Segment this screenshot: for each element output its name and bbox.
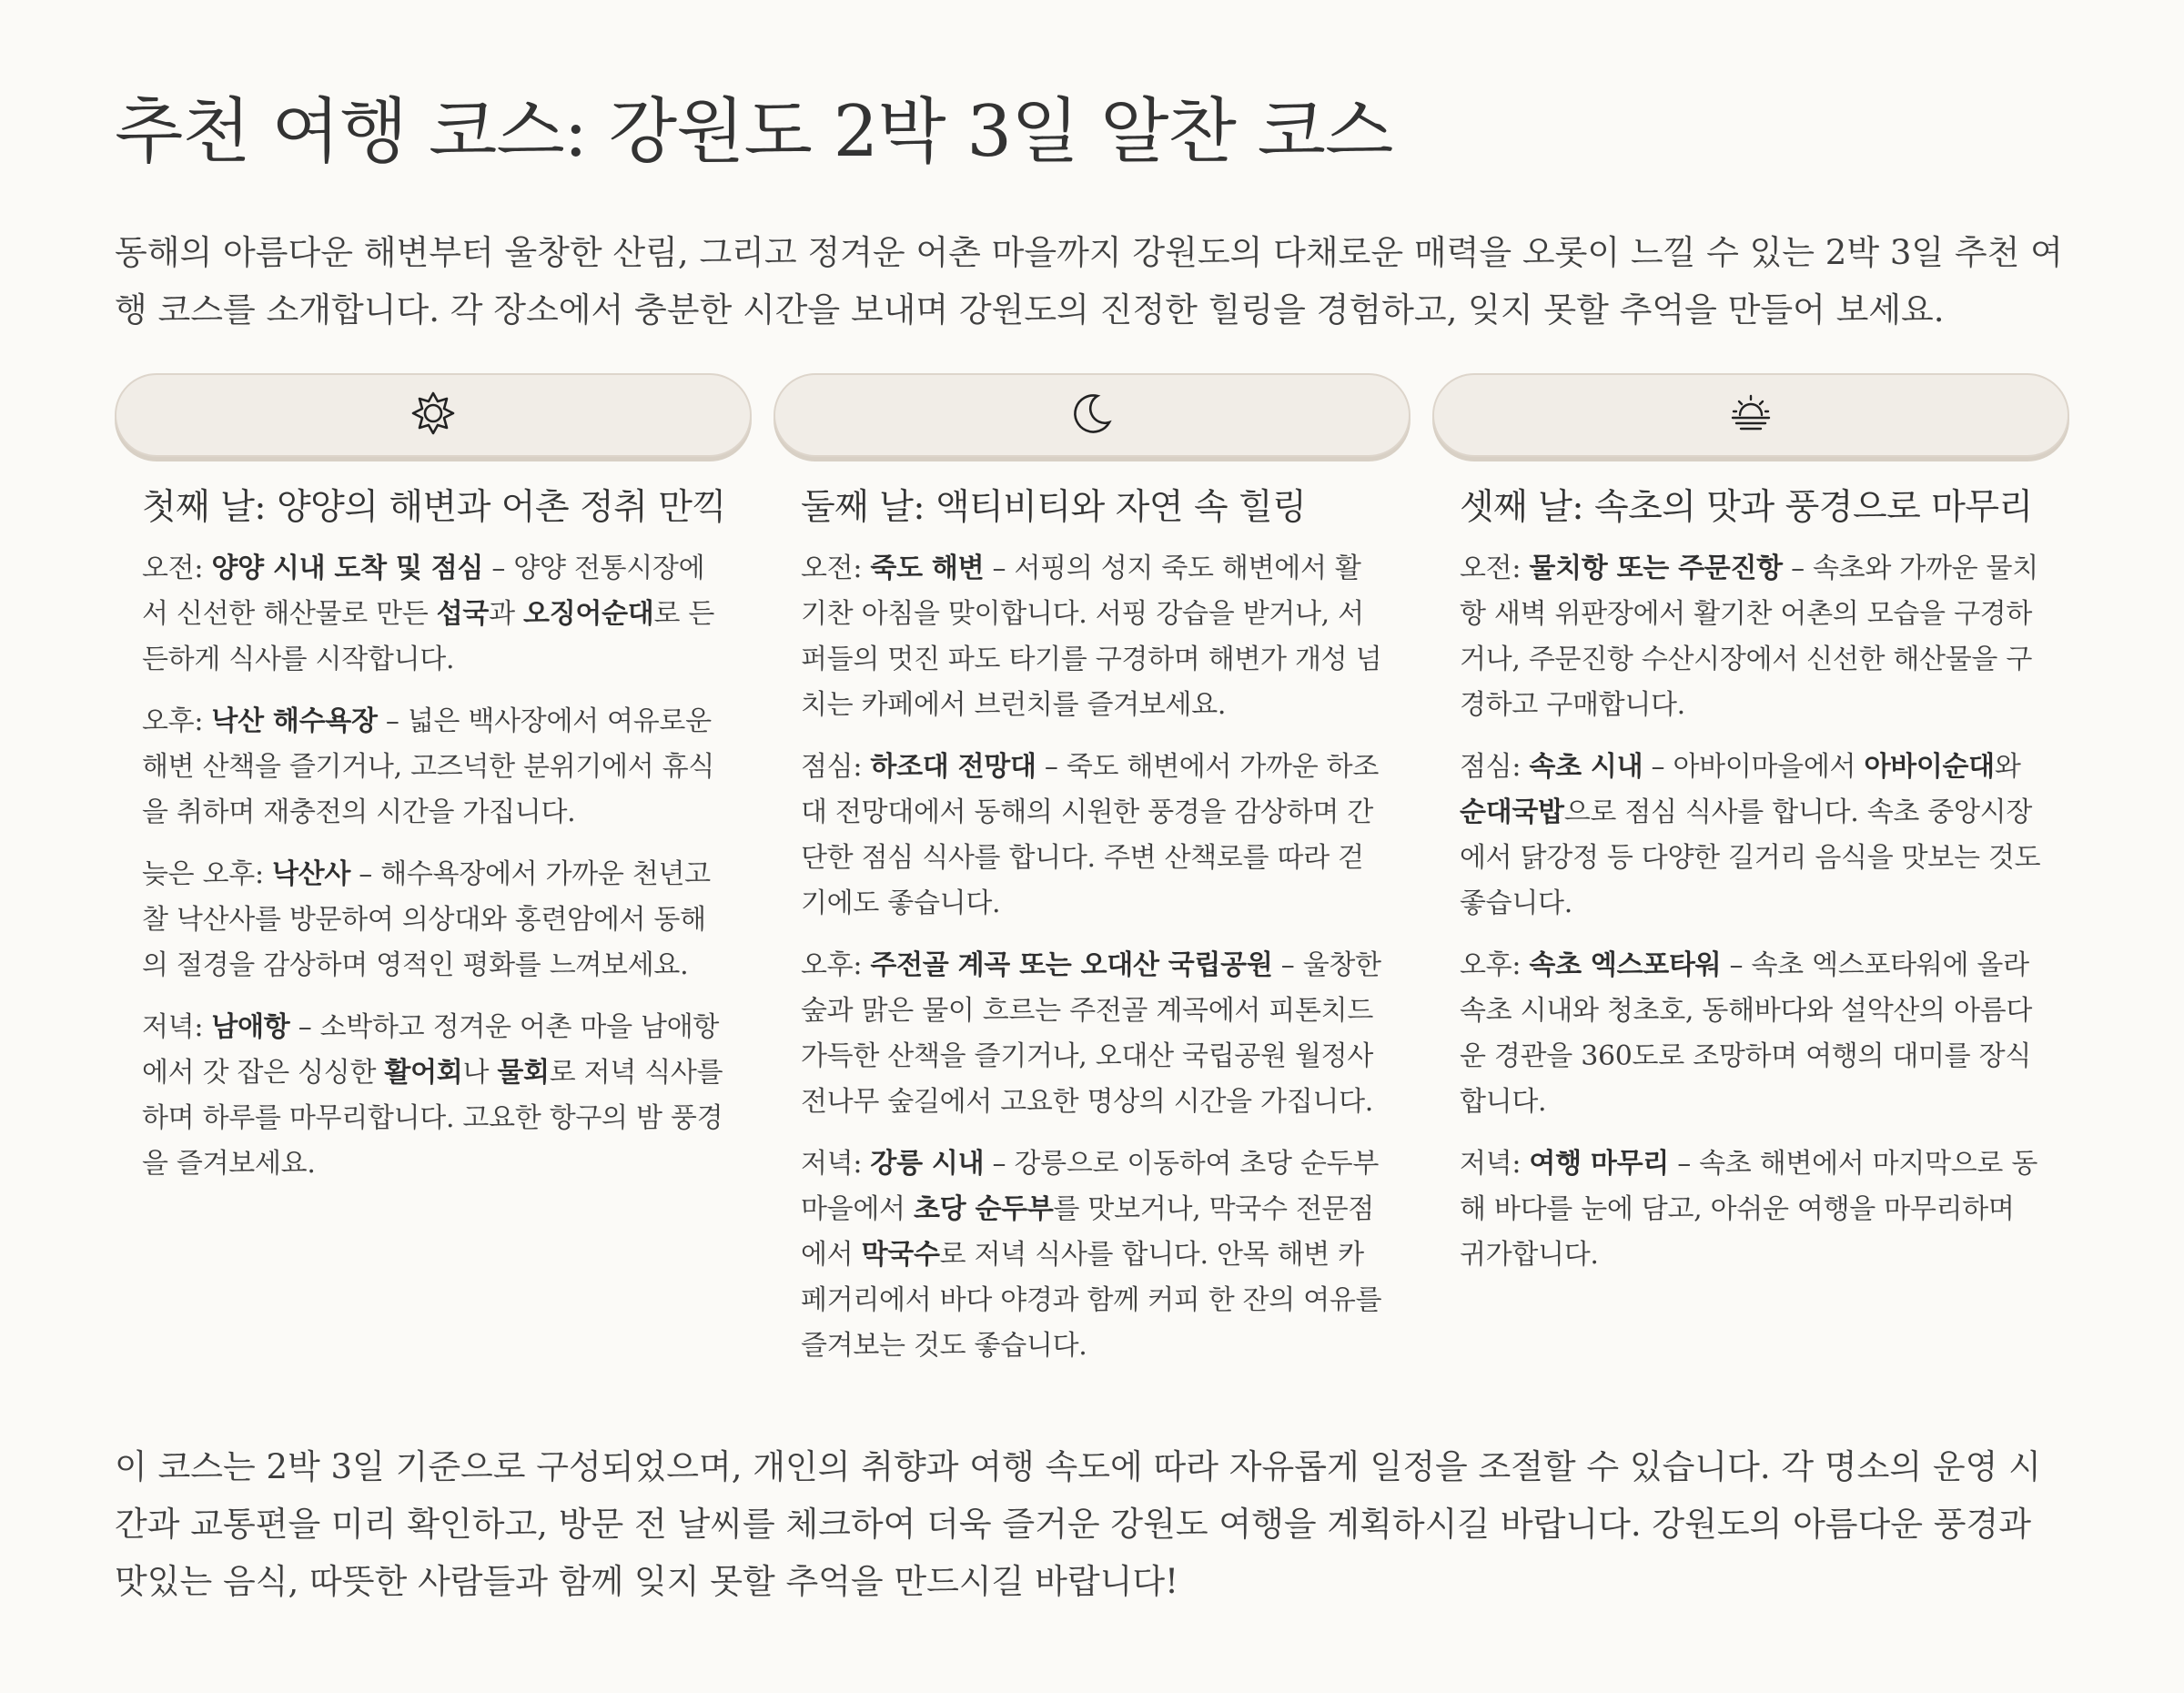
entry-text: 저녁: — [1460, 1148, 1530, 1180]
highlight-text: 순대국밥 — [1460, 796, 1564, 828]
day-3-tab[interactable] — [1432, 373, 2069, 457]
highlight-text: 하조대 전망대 — [870, 751, 1036, 783]
entry-text: 오전: — [142, 553, 212, 584]
intro-paragraph: 동해의 아름다운 해변부터 울창한 산림, 그리고 정겨운 어촌 마을까지 강원도의 다채로운 매력을 오롯이 느낄 수 있는 2박 3일 추천 여행 코스를 소개합니다. 각 장소에서 충분한 시간을 보내며 강원도의 진정한 힐링을 경험하고, 잊지 못할 추억을 만들어 보세요. — [115, 233, 2063, 329]
entry-text: 저녁: — [142, 1011, 212, 1043]
schedule-entry — [801, 943, 1383, 1125]
entry-text: 로 저녁 식사를 합니다. 안목 해변 카페거리에서 바다 야경과 함께 커피 한 잔의 여유를 즐겨보는 것도 좋습니다. — [801, 1239, 1382, 1362]
entry-text: 오후: — [801, 949, 871, 981]
highlight-text: 속초 엑스포타워 — [1529, 949, 1722, 981]
entry-text: 오전: — [1460, 553, 1530, 584]
highlight-text: 여행 마무리 — [1529, 1148, 1669, 1180]
schedule-entry — [142, 546, 724, 683]
schedule-entry — [801, 546, 1383, 728]
page-title: 추천 여행 코스: 강원도 2박 3일 알찬 코스 — [115, 91, 1393, 173]
entry-text: 나 — [462, 1057, 498, 1089]
highlight-text: 남애항 — [211, 1011, 290, 1043]
highlight-text: 속초 시내 — [1529, 751, 1643, 783]
schedule-entry — [1460, 745, 2042, 927]
moon-icon — [1068, 390, 1116, 441]
highlight-text: 죽도 해변 — [870, 553, 985, 584]
schedule-entry — [801, 745, 1383, 927]
schedule-entry — [1460, 943, 2042, 1125]
highlight-text: 물치항 또는 주문진항 — [1529, 553, 1783, 584]
highlight-text: 강릉 시내 — [870, 1148, 985, 1180]
entry-text: 점심: — [801, 751, 871, 783]
itinerary-columns — [115, 373, 2071, 1385]
entry-text: – 속초 해변에서 마지막으로 동해 바다를 눈에 담고, 아쉬운 여행을 마무리하며 귀가합니다. — [1460, 1148, 2037, 1271]
day-2-tab[interactable] — [774, 373, 1410, 457]
entry-text: 저녁: — [801, 1148, 871, 1180]
entry-text: – 울창한 숲과 맑은 물이 흐르는 주전골 계곡에서 피톤치드 가득한 산책을 즐기거나, 오대산 국립공원 월정사 전나무 숲길에서 고요한 명상의 시간을 가집니다. — [801, 949, 1381, 1118]
day-2-entries — [801, 546, 1383, 1369]
entry-text: 점심: — [1460, 751, 1530, 783]
highlight-text: 초당 순두부 — [913, 1193, 1054, 1225]
entry-text: – 넓은 백사장에서 여유로운 해변 산책을 즐기거나, 고즈넉한 분위기에서 휴식을 취하며 재충전의 시간을 가집니다. — [142, 705, 715, 828]
highlight-text: 오징어순대 — [523, 598, 654, 630]
entry-text: – 해수욕장에서 가까운 천년고찰 낙산사를 방문하여 의상대와 홍련암에서 동해의 절경을 감상하며 영적인 평화를 느껴보세요. — [142, 858, 711, 981]
entry-text: – 서핑의 성지 죽도 해변에서 활기찬 아침을 맞이합니다. 서핑 강습을 받거나, 서퍼들의 멋진 파도 타기를 구경하며 해변가 개성 넘치는 카페에서 브런치를 즐겨보세요. — [801, 553, 1382, 721]
highlight-text: 낙산사 — [272, 858, 351, 890]
day-column-1 — [115, 373, 752, 1385]
highlight-text: 섭국 — [436, 598, 490, 630]
entry-text: – 죽도 해변에서 가까운 하조대 전망대에서 동해의 시원한 풍경을 감상하며 간단한 점심 식사를 합니다. 주변 산책로를 따라 걷기에도 좋습니다. — [801, 751, 1380, 919]
highlight-text: 아바이순대 — [1864, 751, 1995, 783]
day-1-tab[interactable] — [115, 373, 752, 457]
entry-text: – 양양 전통시장에서 신선한 해산물로 만든 — [142, 553, 705, 630]
entry-text: 를 맛보거나, 막국수 전문점에서 — [801, 1193, 1374, 1271]
day-3-title: 셋째 날: 속초의 맛과 풍경으로 마무리 — [1460, 487, 2033, 528]
schedule-entry — [1460, 546, 2042, 728]
day-1-title: 첫째 날: 양양의 해변과 어촌 정취 만끽 — [142, 487, 726, 528]
highlight-text: 양양 시내 도착 및 점심 — [211, 553, 484, 584]
highlight-text: 물회 — [497, 1057, 550, 1089]
entry-text: – 강릉으로 이동하여 초당 순두부 마을에서 — [801, 1148, 1380, 1225]
schedule-entry — [801, 1141, 1383, 1369]
entry-text: – 소박하고 정겨운 어촌 마을 남애항에서 갓 잡은 싱싱한 — [142, 1011, 720, 1089]
day-2-title: 둘째 날: 액티비티와 자연 속 힐링 — [801, 487, 1307, 528]
entry-text: 오후: — [1460, 949, 1530, 981]
entry-text: 오전: — [801, 553, 871, 584]
entry-text: 오후: — [142, 705, 212, 737]
day-column-2 — [774, 373, 1410, 1385]
sun-icon — [410, 390, 457, 441]
highlight-text: 막국수 — [861, 1239, 940, 1271]
day-column-3 — [1432, 373, 2069, 1385]
sunrise-icon — [1727, 390, 1774, 441]
day-3-entries — [1460, 546, 2042, 1278]
schedule-entry — [142, 699, 724, 836]
highlight-text: 낙산 해수욕장 — [211, 705, 378, 737]
entry-text: 늦은 오후: — [142, 858, 272, 890]
schedule-entry — [1460, 1141, 2042, 1278]
entry-text: 과 — [489, 598, 524, 630]
entry-text: – 속초와 가까운 물치항 새벽 위판장에서 활기찬 어촌의 모습을 구경하거나, 주문진항 수산시장에서 신선한 해산물을 구경하고 구매합니다. — [1460, 553, 2038, 721]
highlight-text: 활어회 — [384, 1057, 463, 1089]
entry-text: – 아바이마을에서 — [1643, 751, 1865, 783]
entry-text: 으로 점심 식사를 합니다. 속초 중앙시장에서 닭강정 등 다양한 길거리 음식을 맛보는 것도 좋습니다. — [1460, 796, 2041, 919]
entry-text: 와 — [1994, 751, 2021, 783]
entry-text: 로 저녁 식사를 하며 하루를 마무리합니다. 고요한 항구의 밤 풍경을 즐겨보세요. — [142, 1057, 723, 1180]
entry-text: 로 든든하게 식사를 시작합니다. — [142, 598, 715, 675]
schedule-entry — [142, 852, 724, 988]
entry-text: – 속초 엑스포타워에 올라 속초 시내와 청초호, 동해바다와 설악산의 아름다운 경관을 360도로 조망하며 여행의 대미를 장식합니다. — [1460, 949, 2033, 1118]
highlight-text: 주전골 계곡 또는 오대산 국립공원 — [870, 949, 1273, 981]
schedule-entry — [142, 1005, 724, 1187]
day-1-entries — [142, 546, 724, 1187]
closing-paragraph: 이 코스는 2박 3일 기준으로 구성되었으며, 개인의 취향과 여행 속도에 따라 자유롭게 일정을 조절할 수 있습니다. 각 명소의 운영 시간과 교통편을 미리 확인하고, 방문 전 날씨를 체크하여 더욱 즐거운 강원도 여행을 계획하시길 바랍니다. 강원도의 아름다운 풍경과 맛있는 음식, 따뜻한 사람들과 함께 잊지 못할 추억을 만드시길 바랍니다! — [115, 1447, 2041, 1601]
